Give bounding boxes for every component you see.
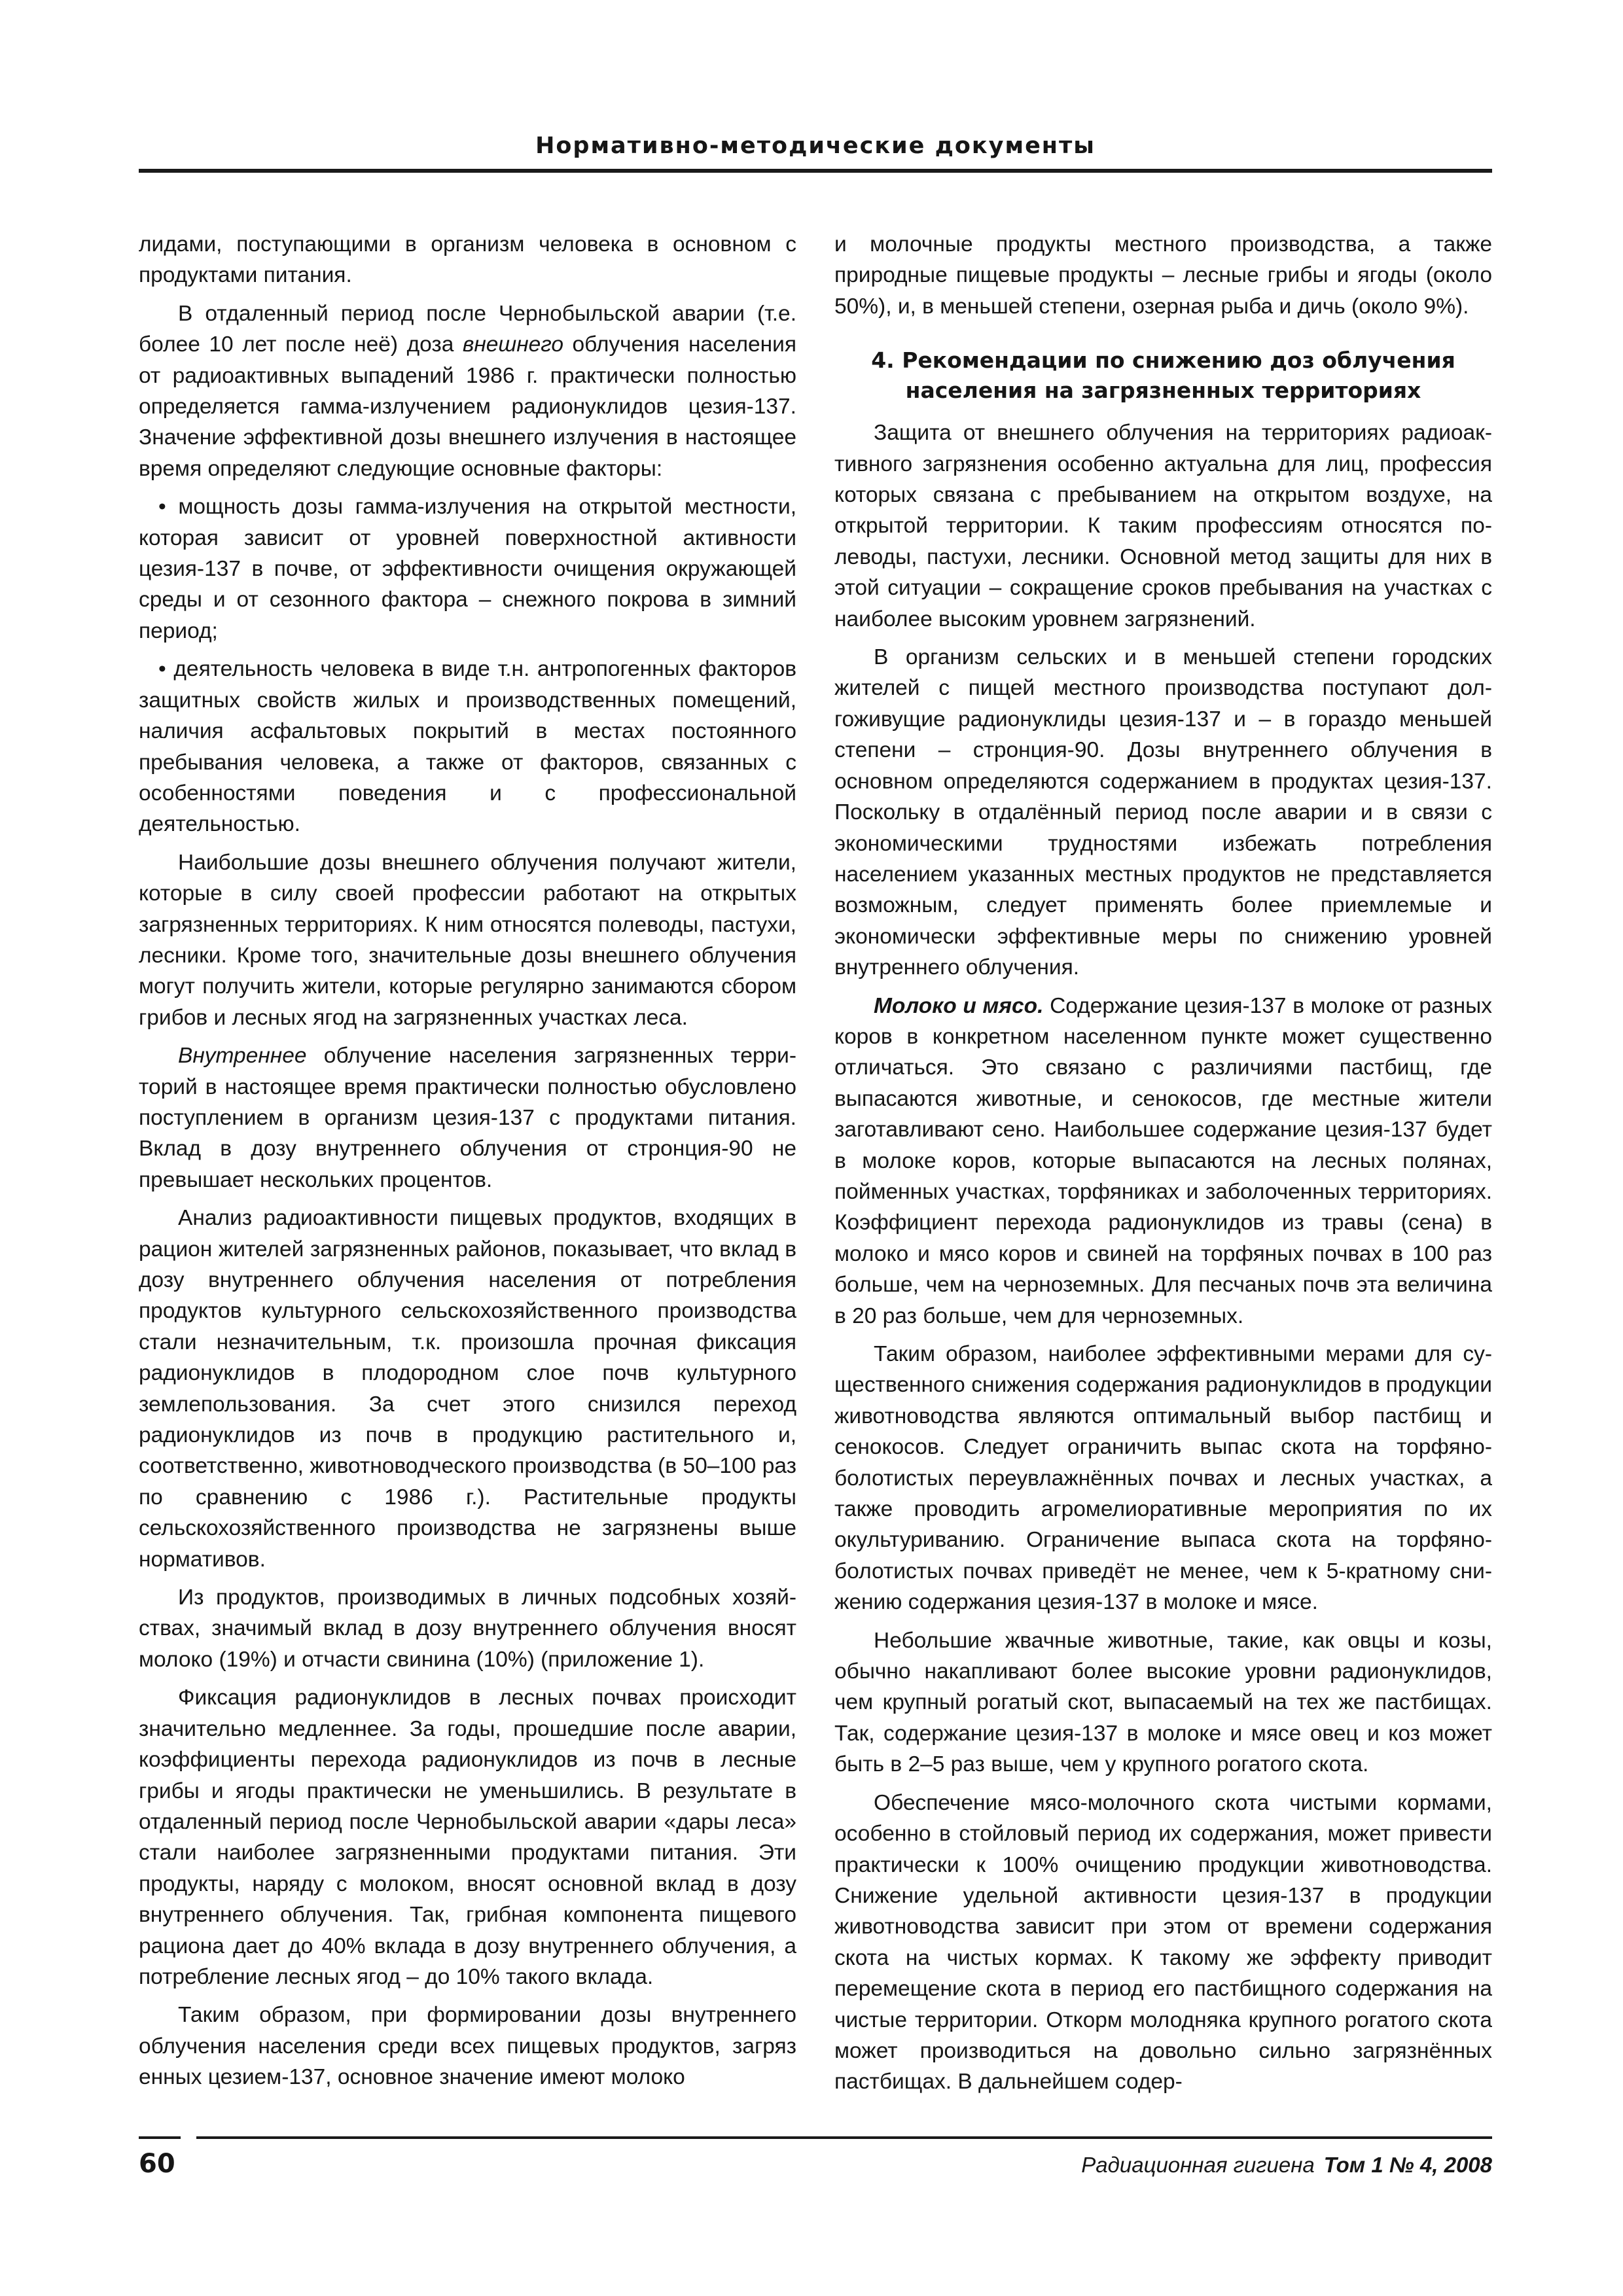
paragraph: [139, 298, 796, 484]
run-in-heading: Молоко и мясо.: [874, 993, 1044, 1018]
running-header: [139, 130, 1492, 173]
journal-citation: [1081, 2150, 1492, 2180]
paragraph: [834, 991, 1492, 1332]
paragraph: В организм сельских и в меньшей степени городских жителей с пищей местного производства поступают долгоживущие радионуклиды цезия-137 и – в гораздо меньшей степени – стронция-90. Дозы внутреннего облучения в основном определяются содержанием в продуктах цезия-137. Поскольку в отдалённый период после аварии и в связи с экономическими трудностями избежать потребления населением указанных местных продуктов не представляется возможным, следует применять более приемлемые и экономически эффективные меры по снижению уровней внутреннего облучения.: [834, 645, 1492, 980]
paragraph: Обеспечение мясо-молочного скота чистыми кормами, особенно в стойловый период их содержания, может привести практически к 100% очищению продукции животноводства. Снижение удельной активности цезия-137 в продукции животноводства зависит при этом от времени содержания скота на чистых кормах. К такому же эффекту приводит перемещение скота в период его пастбищного содержания на чистые территории. Откорм молодняка крупного рогатого скота может производиться на довольно сильно загрязнённых пастбищах. В дальнейшем содер-: [834, 1790, 1492, 2094]
page-number: 60: [139, 2149, 175, 2179]
paragraph: Фиксация радионуклидов в лесных почвах происходит значительно медленнее. За годы, прошедшие после аварии, коэффициенты перехода радионуклидов из почв в лесные грибы и ягоды практически не уменьшились. В результате в отдаленный период после Чернобыльской аварии «дары леса» стали наиболее загрязненными продуктами питания. Эти продукты, наряду с молоком, вносят основной вклад в дозу внутреннего облучения. Так, грибная компонента пищевого рациона дает до 40% вклада в дозу внутреннего облучения, а потребление лесных ягод – до 10% такого вклада.: [139, 1686, 796, 1989]
section-heading-line: 4. Рекомендации по снижению доз облучения: [871, 347, 1455, 374]
italic-term: Внутреннее: [178, 1044, 307, 1069]
paragraph: [139, 1040, 796, 1195]
running-title: Нормативно-методические документы: [535, 133, 1096, 159]
text-run: В отдаленный период после Чернобыльской аварии (т.е. более 10 лет после неё) доза: [139, 301, 796, 357]
section-heading-line: населения на загрязненных территориях: [905, 378, 1421, 404]
text-run: облучение населения загрязненных территорий в настоящее время практически полностью обусловлено поступлением в организм цезия-137 с продуктами питания. Вклад в дозу внутреннего облучения от стронция-90 не превышает нескольких процентов.: [139, 1044, 796, 1192]
journal-name: Радиационная гигиена: [1081, 2153, 1315, 2177]
footer-rule-left: [139, 2136, 181, 2139]
right-column: [834, 229, 1492, 2094]
paragraph: Защита от внешнего облучения на территориях радиоактивного загрязнения особенно актуальна для лиц, профессия которых связана с пребыванием на открытом воздухе, на открытой территории. К таким профессиям относятся полеводы, пастухи, лесники. Основной метод защиты для них в этой ситуации – сокращение сроков пребывания на участках с наиболее высоким уровнем загрязнений.: [834, 421, 1492, 631]
paragraph: Таким образом, наиболее эффективными мерами для существенного снижения содержания радионуклидов в продукции животноводства являются оптимальный выбор пастбищ и сенокосов. Следует ограничить выпас скота на торфяноболотистых переувлажнённых почвах и лесных участках, а также проводить агромелиоративные мероприятия по их окультуриванию. Ограничение выпаса скота на торфяноболотистых почвах приведёт не менее, чем к 5-кратному снижению содержания цезия-137 в молоке и мясе.: [834, 1342, 1492, 1615]
paragraph: Небольшие жвачные животные, такие, как овцы и козы, обычно накапливают более высокие уровни радионуклидов, чем крупный рогатый скот, выпасаемый на тех же пастбищах. Так, содержание цезия-137 в молоке и мясе овец и коз может быть в 2–5 раз выше, чем у крупного рогатого скота.: [834, 1628, 1492, 1777]
journal-volume: Том 1 № 4, 2008: [1323, 2153, 1492, 2177]
bullet-item: • мощность дозы гамма-излучения на открытой местности, которая зависит от уровней поверхностной активности цезия-137 в почве, от эффективности очищения окружающей среды и от сезонного фактора – снежного покрова в зимний период;: [139, 495, 796, 643]
text-run: Содержание цезия-137 в молоке от разных коров в конкретном населенном пункте может существенно отличаться. Это связано с различиями пастбищ, где выпасаются животные, и сенокосов, где местные жители заготавливают сено. Наибольшее содержание цезия-137 будет в молоке коров, которые выпасаются на лесных полянах, пойменных участках, торфяниках и заболоченных территориях. Коэффициент перехода радионуклидов из травы (сена) в молоко и мясо коров и свиней на торфяных почвах в 100 раз больше, чем на черноземных. Для песчаных почв эта величина в 20 раз больше, чем для черноземных.: [834, 993, 1492, 1328]
footer-rule: [196, 2136, 1492, 2139]
bullet-item: • деятельность человека в виде т.н. антропогенных факторов защитных свойств жилых и производственных помещений, наличия асфальтовых покрытий в местах постоянного пребывания человека, а также от факторов, связанных с особенностями поведения и с профессиональной деятельностью.: [139, 657, 796, 837]
section-heading: [834, 345, 1492, 406]
paragraph: Наибольшие дозы внешнего облучения получают жители, которые в силу своей профессии работают на открытых загрязненных территориях. К ним относятся полеводы, пастухи, лесники. Кроме того, значительные дозы внешнего облучения могут получить жители, которые регулярно занимаются сбором грибов и лесных ягод на загрязненных участках леса.: [139, 850, 796, 1030]
paragraph: Из продуктов, производимых в личных подсобных хозяйствах, значимый вклад в дозу внутреннего облучения вносят молоко (19%) и отчасти свинина (10%) (приложение 1).: [139, 1585, 796, 1672]
left-column: [139, 229, 796, 2090]
paragraph: лидами, поступающими в организм человека в основном с продуктами питания.: [139, 232, 796, 288]
text-run: облучения населения от радиоактивных выпадений 1986 г. практически полностью определяется гамма-излучением радионуклидов цезия-137. Значение эффективной дозы внешнего излучения в настоящее время определяют следующие основные факторы:: [139, 332, 796, 481]
italic-term: внешнего: [462, 332, 564, 357]
paragraph: Таким образом, при формировании дозы внутреннего облучения населения среди всех пищевых продуктов, загряз енных цезием-137, основное значение имеют молоко: [139, 2003, 796, 2090]
paragraph: Анализ радиоактивности пищевых продуктов, входящих в рацион жителей загрязненных районов, показывает, что вклад в дозу внутреннего облучения населения от потребления продуктов культурного сельскохозяйственного производства стали незначительным, т.к. произошла прочная фиксация радионуклидов в плодородном слое почв культурного землепользования. За счет этого снизился переход радионуклидов из почв в продукцию растительного и, соответственно, животноводческого производства (в 50–100 раз по сравнению с 1986 г.). Растительные продукты сельскохозяйственного производства не загрязнены выше нормативов.: [139, 1206, 796, 1572]
paragraph: и молочные продукты местного производства, а также природные пищевые продукты – лесные грибы и ягоды (около 50%), и, в меньшей степени, озерная рыба и дичь (около 9%).: [834, 232, 1492, 319]
header-rule: [139, 169, 1492, 173]
